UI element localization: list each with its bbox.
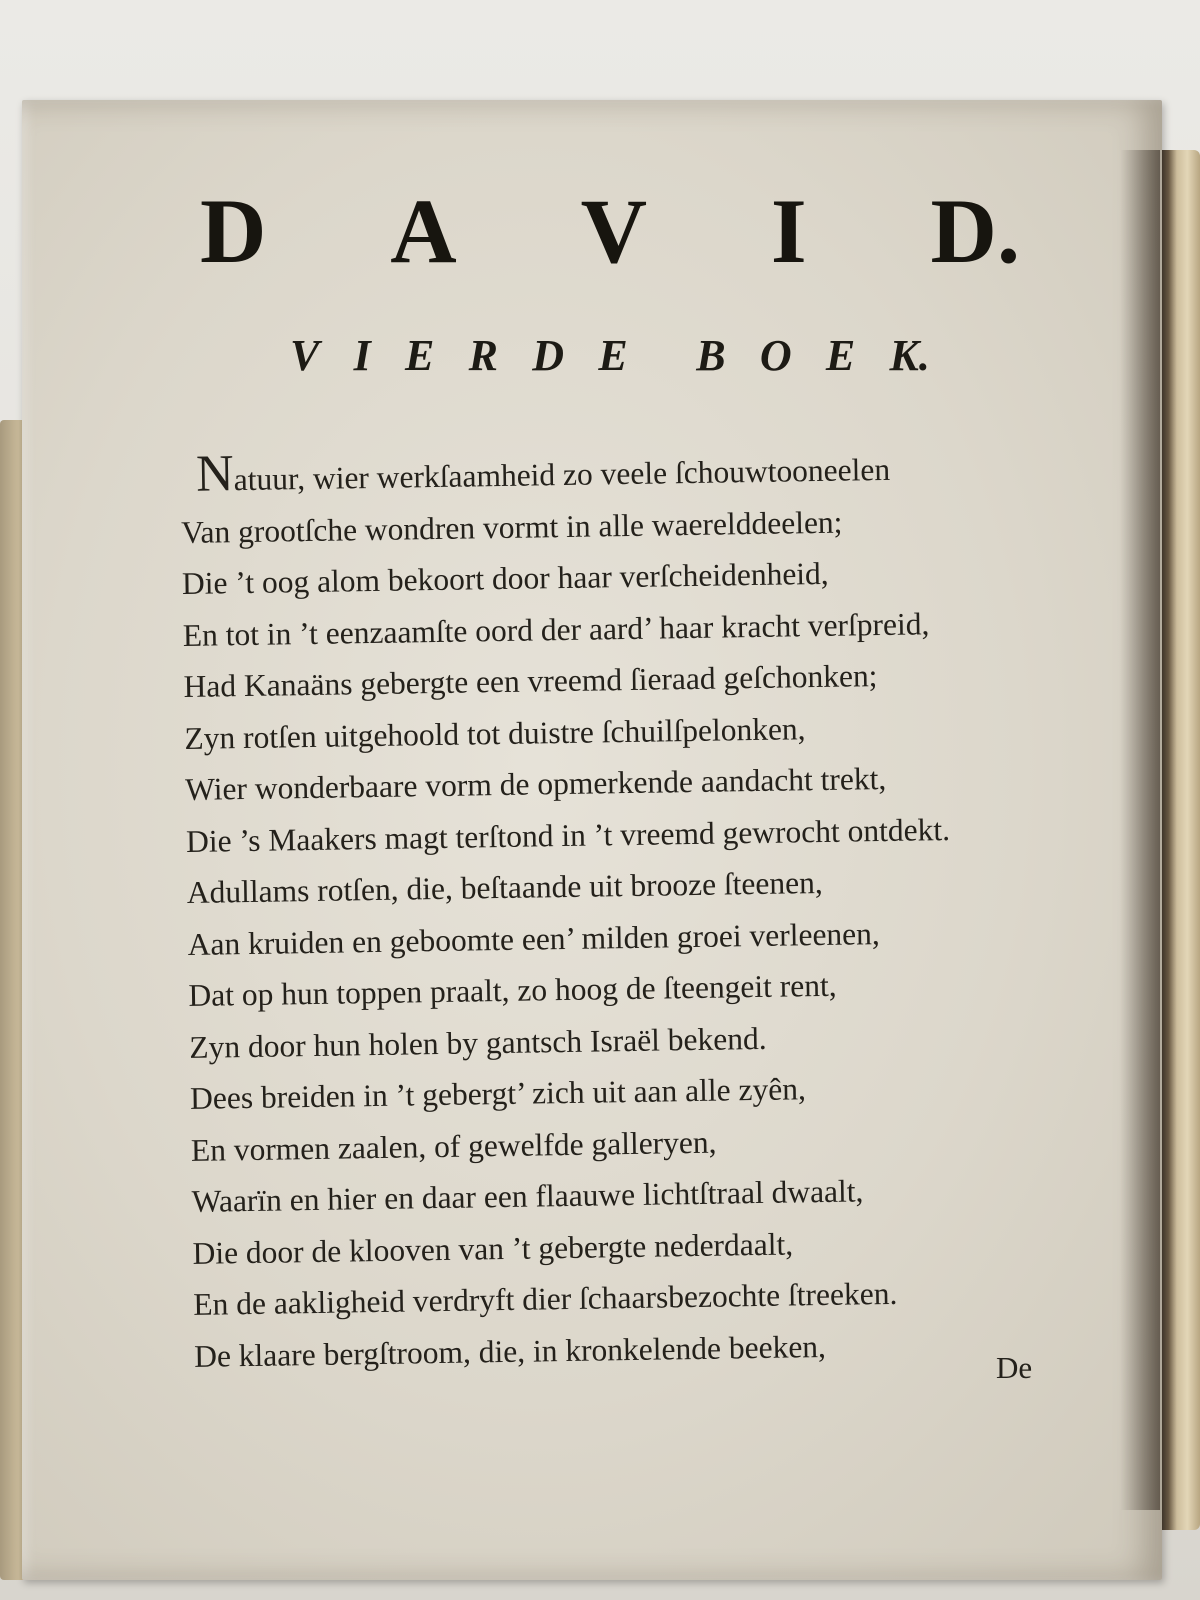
poem-line: Zyn door hun holen by gantsch Israël bekend. — [189, 1020, 767, 1065]
subtitle-letter: O — [759, 331, 792, 380]
poem-line: Die door de klooven van ’t gebergte nederdaalt, — [192, 1225, 794, 1271]
drop-letter: N — [195, 445, 235, 503]
poem-line: En tot in ’t eenzaamſte oord der aard’ haar kracht verſpreid, — [182, 605, 930, 653]
subtitle-letter: E — [405, 331, 435, 380]
poem-line: Die ’t oog alom bekoort door haar verſcheidenheid, — [181, 555, 829, 601]
gutter-shadow — [1120, 150, 1160, 1510]
poem-line: Zyn rotſen uitgehoold tot duistre ſchuilſpelonken, — [184, 710, 806, 756]
subtitle-letter: B — [696, 331, 726, 380]
subtitle-letter: V — [290, 331, 320, 380]
subtitle-letter: E — [825, 331, 856, 380]
book-spine — [1158, 150, 1200, 1530]
subtitle-letter: D — [532, 331, 565, 380]
book-subtitle — [290, 330, 930, 381]
poem-line: Adullams rotſen, die, beſtaande uit brooze ſteenen, — [186, 864, 823, 910]
poem-line: Wier wonderbaare vorm de opmerkende aandacht trekt, — [184, 760, 887, 807]
subtitle-letter: I — [353, 331, 371, 380]
poem-line: Had Kanaäns gebergte een vreemd ſieraad geſchonken; — [183, 658, 878, 704]
poem-line: Die ’s Maakers magt terſtond in ’t vreemd gewrocht ontdekt. — [185, 811, 951, 859]
subtitle-letter: R — [468, 331, 498, 380]
poem-line: De klaare bergſtroom, die, in kronkelende beeken, — [193, 1328, 827, 1374]
title-letter: D. — [930, 180, 1020, 282]
title-letter: A — [390, 180, 457, 282]
page-title — [200, 178, 1020, 284]
title-letter: V — [580, 180, 648, 282]
poem-line: Van grootſche wondren vormt in alle waerelddeelen; — [180, 504, 843, 550]
catchword: De — [996, 1350, 1033, 1385]
poem-line: Dees breiden in ’t gebergt’ zich uit aan alle zyên, — [189, 1071, 807, 1116]
title-letter: D — [200, 180, 267, 282]
poem-line: Dat op hun toppen praalt, zo hoog de ſteengeit rent, — [188, 967, 837, 1013]
title-letter: I — [770, 180, 807, 282]
subtitle-letter: E — [598, 331, 628, 380]
subtitle-letter: K. — [889, 331, 930, 380]
poem-line: En vormen zaalen, of gewelfde galleryen, — [190, 1124, 717, 1168]
poem-line-text: atuur, wier werkſaamheid zo veele ſchouwtooneelen — [233, 451, 891, 498]
poem-line: Aan kruiden en geboomte een’ milden groei verleenen, — [187, 915, 881, 962]
poem-line: En de aakligheid verdryft dier ſchaarsbezochte ſtreeken. — [193, 1275, 898, 1322]
poem-line: Waarïn en hier en daar een flaauwe lichtſtraal dwaalt, — [191, 1173, 864, 1219]
poem-body — [180, 441, 1094, 1382]
